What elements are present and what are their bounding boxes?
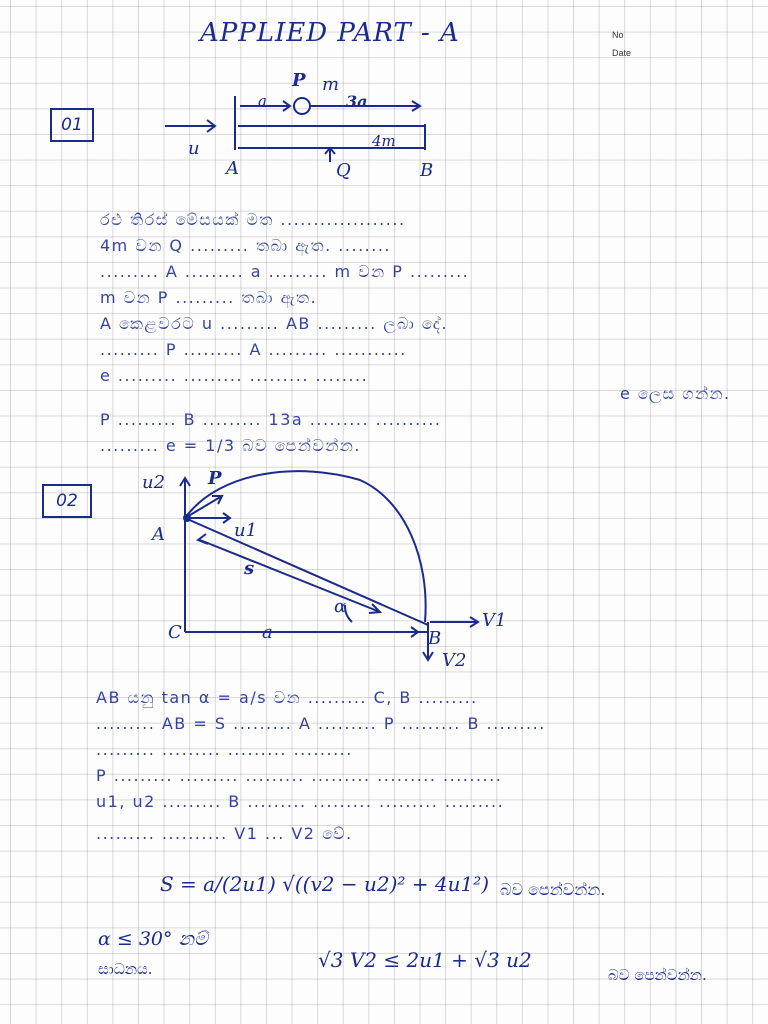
label-B: B	[420, 160, 434, 181]
label-u1: u1	[234, 520, 258, 541]
distance-s-arrow	[200, 540, 380, 612]
q1-line-1: රළු තිරස් මේසයක් මත ...................	[100, 210, 406, 229]
q1-line-2: 4m වන Q ......... තබා ඇත. ........	[100, 236, 391, 255]
label-m: m	[322, 74, 340, 95]
page-title: APPLIED PART - A	[200, 18, 460, 48]
q1-line-9: P ......... B ......... 13a ......... ..........	[100, 410, 442, 429]
q1-line-3: ......... A ......... a ......... m වන P .........	[100, 262, 470, 281]
label-A2: A	[152, 524, 165, 545]
label-B2: B	[428, 628, 442, 649]
condition-inequality: √3 V2 ≤ 2u1 + √3 u2	[318, 948, 532, 972]
q2-line-1: AB යනු tan α = a/s වන ......... C, B .........	[96, 688, 478, 707]
label-p2: P	[208, 468, 222, 489]
q2-line-3: ......... ......... ......... .........	[96, 740, 353, 759]
label-4m: 4m	[372, 132, 396, 150]
number-field-label: No	[612, 30, 624, 40]
label-s: s	[244, 558, 255, 579]
q1-line-4: m වන P ......... තබා ඇත.	[100, 288, 318, 307]
date-field-label: Date	[612, 48, 632, 58]
q1-line-8: e ලෙස ගන්න.	[620, 384, 731, 403]
condition-suffix: බව පෙන්වන්න.	[608, 966, 707, 984]
question-1-number: 01	[50, 108, 94, 142]
condition-alpha-2: සාධනය.	[98, 960, 153, 978]
q2-line-2: ......... AB = S ......... A ......... P ......... B .........	[96, 714, 546, 733]
label-Q: Q	[336, 160, 351, 181]
formula-s: S = a/(2u1) √((v2 − u2)² + 4u1²)	[160, 872, 490, 896]
point-a-dot	[183, 514, 191, 522]
q2-line-5: u1, u2 ......... B ......... ......... ......... .........	[96, 792, 505, 811]
label-a2: a	[262, 622, 273, 643]
q2-line-6: ......... .......... V1 ... V2 වේ.	[96, 824, 353, 843]
label-3a: 3a	[346, 92, 368, 111]
label-v2: V2	[442, 650, 467, 671]
q1-line-7: e ......... ......... ......... ........	[100, 366, 369, 385]
label-v1: V1	[482, 610, 507, 631]
label-A: A	[226, 158, 239, 179]
label-C: C	[168, 622, 182, 643]
q1-line-6: ......... P ......... A ......... ...........	[100, 340, 407, 359]
line-ab	[185, 518, 428, 625]
label-u2: u2	[142, 472, 166, 493]
label-p: P	[292, 70, 306, 91]
question-2-number: 02	[42, 484, 92, 518]
label-alpha: α	[334, 596, 347, 617]
q2-line-4: P ......... ......... ......... ......... ......... .........	[96, 766, 503, 785]
q1-line-10: ......... e = 1/3 බව පෙන්වන්න.	[100, 436, 361, 455]
projectile-path	[185, 471, 426, 622]
condition-alpha: α ≤ 30° නම්	[98, 928, 208, 950]
label-a: a	[258, 92, 267, 110]
formula-suffix: බව පෙන්වන්න.	[500, 880, 606, 899]
label-u: u	[188, 138, 200, 159]
q1-line-5: A කෙළවරට u ......... AB ......... ලබා දේ.	[100, 314, 448, 333]
